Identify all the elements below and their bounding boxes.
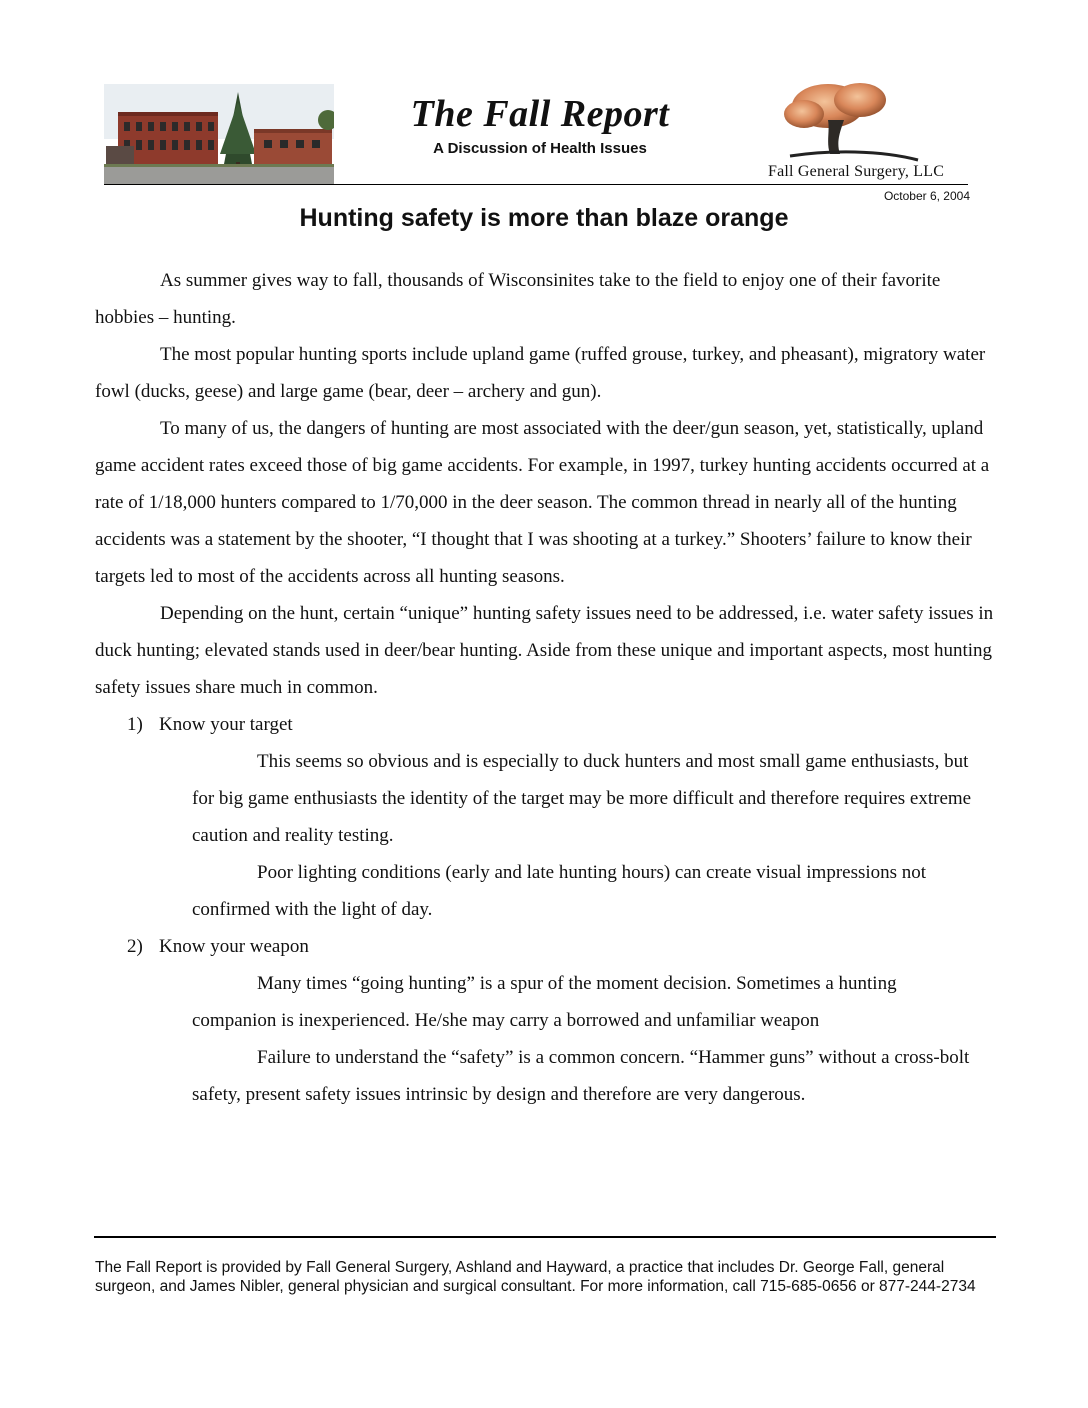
footer-rule — [94, 1236, 996, 1238]
list-heading: Know your weapon — [159, 936, 309, 957]
paragraph: To many of us, the dangers of hunting are most associated with the deer/gun season, yet, statistically, upland game accident rates exceed those of big game accidents. For example, in 1997, turkey hunting accidents occurred at a rate of 1/18,000 hunters compared to 1/70,000 in the deer season. The common thread in nearly all of the hunting accidents was a statement by the shooter, “I thought that I was shooting at a turkey.” Shooters’ failure to know their targets led to most of the accidents across all hunting seasons. — [95, 418, 990, 587]
issue-date: October 6, 2004 — [883, 189, 970, 203]
paragraph: Poor lighting conditions (early and late hunting hours) can create visual impressions not confirmed with the light of day. — [192, 862, 927, 920]
list-item — [95, 706, 1000, 743]
header-rule — [104, 184, 968, 185]
footer-text: The Fall Report is provided by Fall General Surgery, Ashland and Hayward, a practice that includes Dr. George Fall, general surgeon, and James Nibler, general physician and surgical consultant. For more information, call 715-685-0656 or 877-244-2734 — [95, 1259, 976, 1295]
list-item-content — [95, 965, 1000, 1113]
article-body — [95, 262, 1000, 1113]
paragraph: This seems so obvious and is especially to duck hunters and most small game enthusiasts, but for big game enthusiasts the identity of the target may be more difficult and therefore requires extreme caution and reality testing. — [192, 751, 972, 846]
list-number: 2) — [127, 936, 143, 957]
article-headline: Hunting safety is more than blaze orange — [299, 204, 789, 232]
list-number: 1) — [127, 714, 143, 735]
company-name: Fall General Surgery, LLC — [768, 163, 945, 180]
list-item — [95, 928, 1000, 965]
building-photo — [104, 84, 334, 184]
list-heading: Know your target — [159, 714, 293, 735]
tree-logo — [770, 80, 920, 166]
paragraph: The most popular hunting sports include upland game (ruffed grouse, turkey, and pheasant), migratory water fowl (ducks, geese) and large game (bear, deer – archery and gun). — [95, 344, 986, 402]
paragraph: Depending on the hunt, certain “unique” hunting safety issues need to be addressed, i.e. water safety issues in duck hunting; elevated stands used in deer/bear hunting. Aside from these unique and important aspects, most hunting safety issues share much in common. — [95, 603, 994, 698]
paragraph: Many times “going hunting” is a spur of the moment decision. Sometimes a hunting companion is inexperienced. He/she may carry a borrowed and unfamiliar weapon — [192, 973, 897, 1031]
newsletter-subtitle: A Discussion of Health Issues — [433, 140, 647, 157]
newsletter-title: The Fall Report — [410, 93, 670, 135]
paragraph: As summer gives way to fall, thousands of Wisconsinites take to the field to enjoy one of their favorite hobbies – hunting. — [95, 270, 941, 328]
paragraph: Failure to understand the “safety” is a common concern. “Hammer guns” without a cross-bolt safety, present safety issues intrinsic by design and therefore are very dangerous. — [192, 1047, 970, 1105]
list-item-content — [95, 743, 1000, 928]
